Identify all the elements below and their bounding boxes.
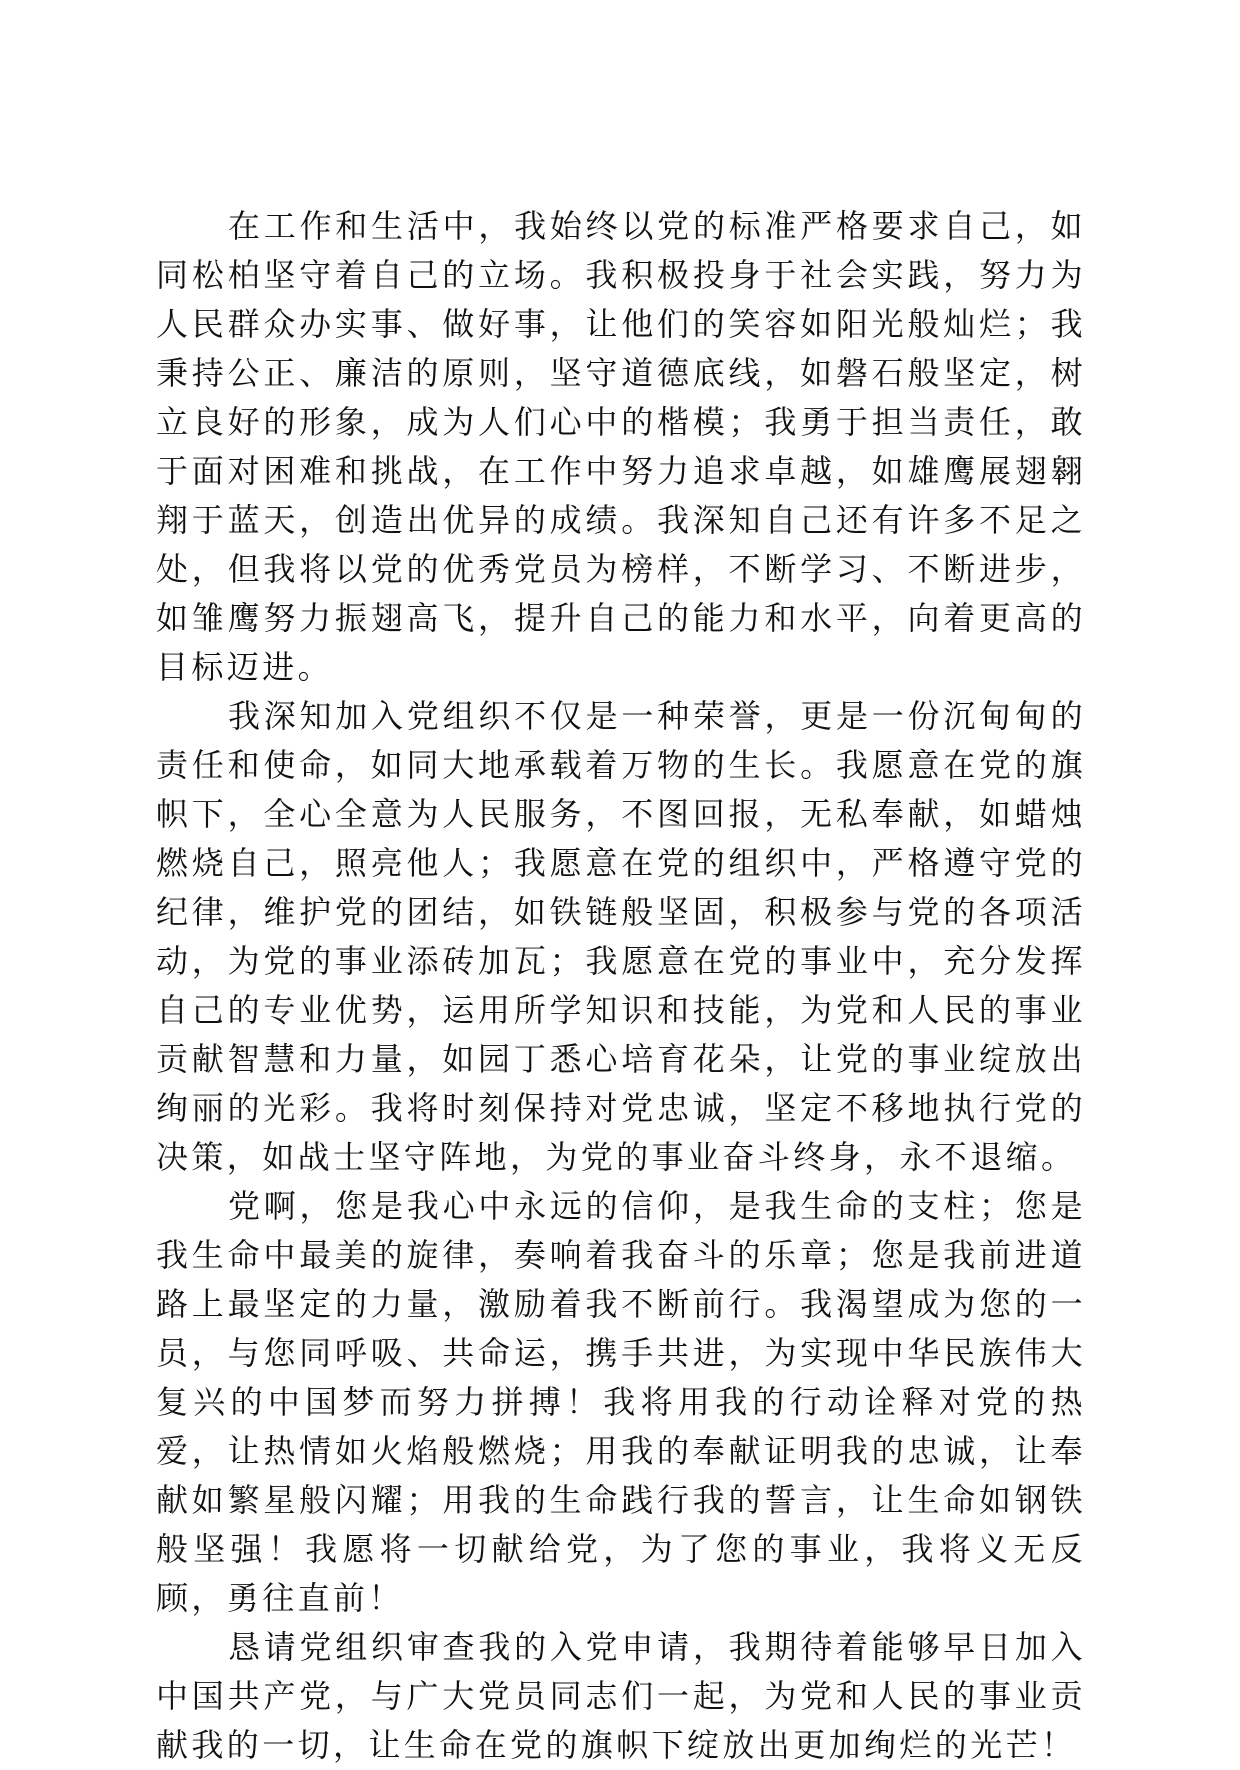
document-body [156, 202, 1086, 1770]
paragraph-faith: 党啊，您是我心中永远的信仰，是我生命的支柱；您是我生命中最美的旋律，奏响着我奋斗的乐章；您是我前进道路上最坚定的力量，激励着我不断前行。我渴望成为您的一员，与您同呼吸、共命运，携手共进，为实现中华民族伟大复兴的中国梦而努力拼搏！我将用我的行动诠释对党的热爱，让热情如火焰般燃烧；用我的奉献证明我的忠诚，让奉献如繁星般闪耀；用我的生命践行我的誓言，让生命如钢铁般坚强！我愿将一切献给党，为了您的事业，我将义无反顾，勇往直前！ [156, 1187, 1086, 1617]
paragraph-request: 恳请党组织审查我的入党申请，我期待着能够早日加入中国共产党，与广大党员同志们一起，为党和人民的事业贡献我的一切，让生命在党的旗帜下绽放出更加绚烂的光芒！ [156, 1628, 1086, 1764]
paragraph-work-and-life: 在工作和生活中，我始终以党的标准严格要求自己，如同松柏坚守着自己的立场。我积极投身于社会实践，努力为人民群众办实事、做好事，让他们的笑容如阳光般灿烂；我秉持公正、廉洁的原则，坚守道德底线，如磐石般坚定，树立良好的形象，成为人们心中的楷模；我勇于担当责任，敢于面对困难和挑战，在工作中努力追求卓越，如雄鹰展翅翱翔于蓝天，创造出优异的成绩。我深知自己还有许多不足之处，但我将以党的优秀党员为榜样，不断学习、不断进步，如雏鹰努力振翅高飞，提升自己的能力和水平，向着更高的目标迈进。 [156, 207, 1086, 686]
paragraph-responsibility: 我深知加入党组织不仅是一种荣誉，更是一份沉甸甸的责任和使命，如同大地承载着万物的生长。我愿意在党的旗帜下，全心全意为人民服务，不图回报，无私奉献，如蜡烛燃烧自己，照亮他人；我愿意在党的组织中，严格遵守党的纪律，维护党的团结，如铁链般坚固，积极参与党的各项活动，为党的事业添砖加瓦；我愿意在党的事业中，充分发挥自己的专业优势，运用所学知识和技能，为党和人民的事业贡献智慧和力量，如园丁悉心培育花朵，让党的事业绽放出绚丽的光彩。我将时刻保持对党忠诚，坚定不移地执行党的决策，如战士坚守阵地，为党的事业奋斗终身，永不退缩。 [156, 697, 1086, 1176]
